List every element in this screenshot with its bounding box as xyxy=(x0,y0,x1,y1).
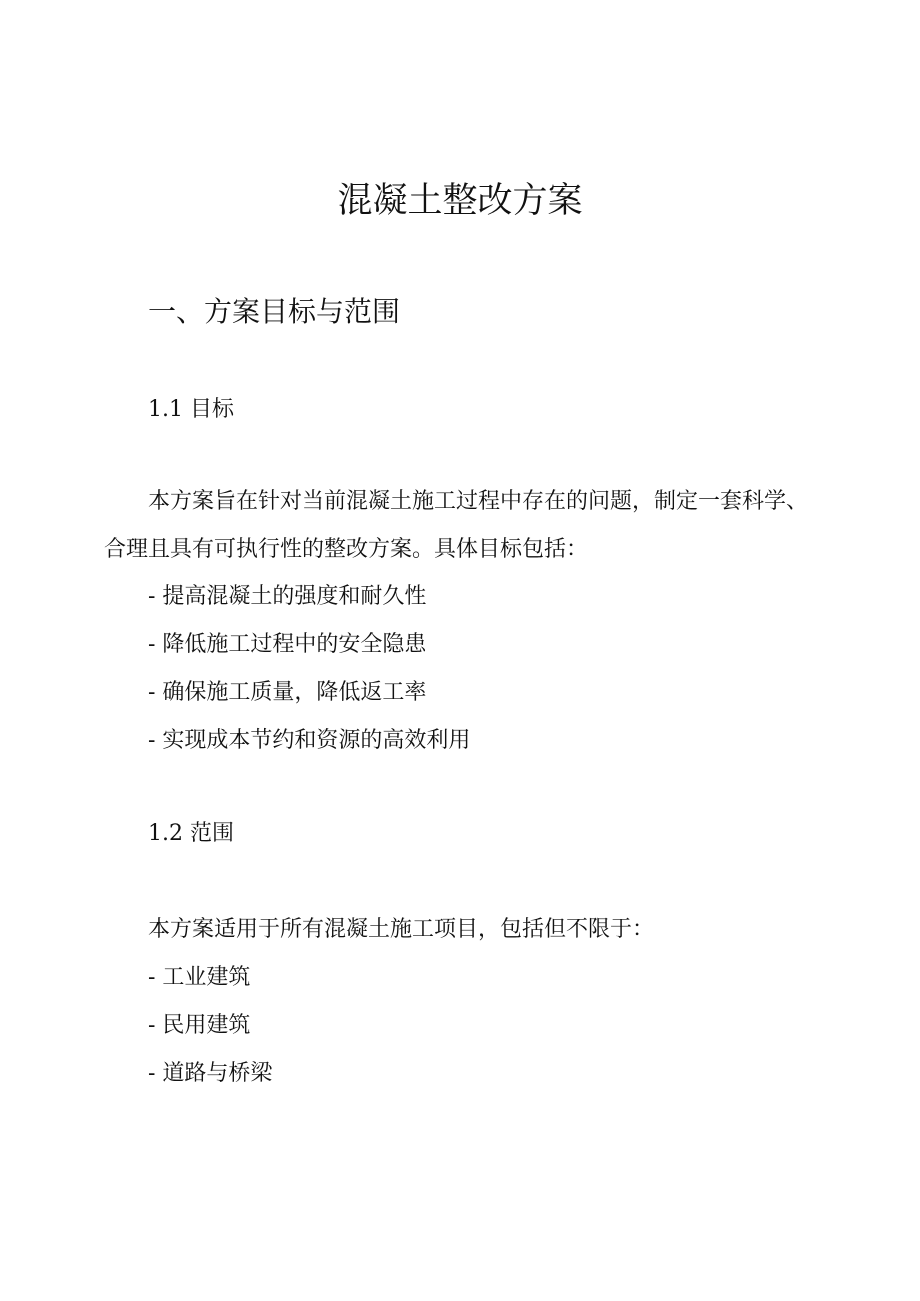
scope-paragraph: 本方案适用于所有混凝土施工项目，包括但不限于： xyxy=(148,917,655,942)
list-item: - 工业建筑 xyxy=(148,965,251,990)
subsection-heading-scope: 1.2 范围 xyxy=(148,821,234,846)
subsection-heading-goals: 1.1 目标 xyxy=(148,397,234,422)
list-item: - 降低施工过程中的安全隐患 xyxy=(148,632,427,657)
goals-paragraph: 本方案旨在针对当前混凝土施工过程中存在的问题，制定一套科学、合理且具有可执行性的整改方案。具体目标包括： xyxy=(104,489,809,562)
list-item: - 确保施工质量，降低返工率 xyxy=(148,680,427,705)
goals-list xyxy=(148,582,470,774)
section-heading: 一、方案目标与范围 xyxy=(148,295,401,328)
list-item: - 道路与桥梁 xyxy=(148,1061,273,1086)
scope-list xyxy=(148,963,272,1107)
list-item: - 民用建筑 xyxy=(148,1013,251,1038)
document-title: 混凝土整改方案 xyxy=(337,181,583,221)
list-item: - 提高混凝土的强度和耐久性 xyxy=(148,584,427,609)
list-item: - 实现成本节约和资源的高效利用 xyxy=(148,728,471,753)
